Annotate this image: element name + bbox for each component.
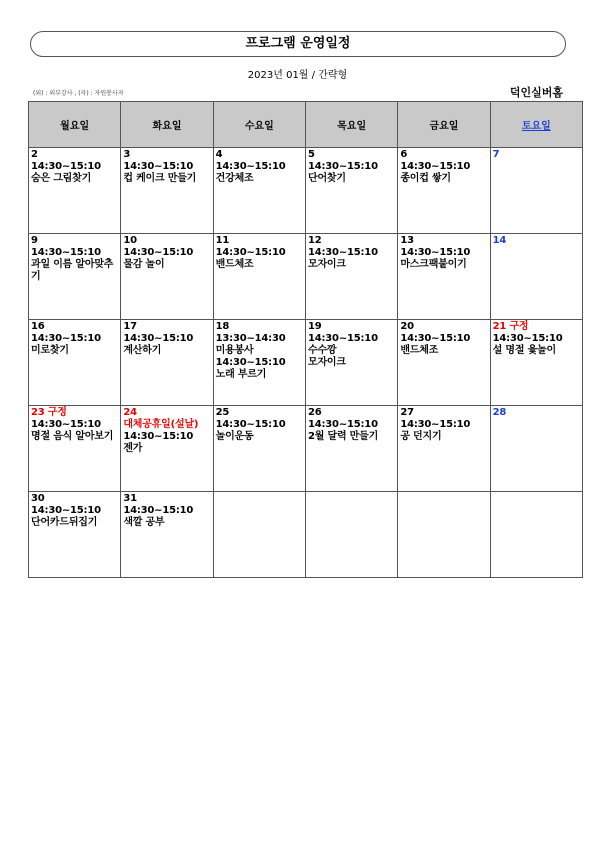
activity-label: 계산하기 <box>123 345 162 356</box>
activity-label: 미로찾기 <box>31 345 69 356</box>
week-row <box>29 492 583 578</box>
activity-label: 숨은 그림찾기 <box>31 173 92 184</box>
weekday-header: 수요일 <box>213 102 305 148</box>
day-cell <box>305 148 397 234</box>
week-row <box>29 234 583 320</box>
legend: (외) : 외부강사 , (자) : 자원봉사자 <box>33 90 124 97</box>
activity-label: 젠가 <box>123 443 143 454</box>
activity-label: 물감 놀이 <box>123 259 165 270</box>
weekday-header: 금요일 <box>398 102 490 148</box>
day-number: 20 <box>400 321 414 332</box>
time-slot: 14:30~15:10 <box>400 333 471 344</box>
day-number: 14 <box>492 235 507 246</box>
time-slot: 14:30~15:10 <box>215 161 286 172</box>
day-cell <box>490 148 582 234</box>
time-slot: 14:30~15:10 <box>123 333 194 344</box>
day-cell <box>121 320 213 406</box>
activity-label: 명절 음식 알아보기 <box>31 431 114 442</box>
activity-label: 밴드체조 <box>215 259 254 270</box>
day-cell <box>490 492 582 578</box>
day-number: 11 <box>215 235 230 246</box>
subtitle: 2023년 01월 / 간략형 <box>247 70 348 81</box>
activity-label: 밴드체조 <box>400 345 439 356</box>
schedule-table <box>28 101 583 578</box>
weekday-header-saturday[interactable]: 토요일 <box>490 102 582 148</box>
time-slot: 14:30~15:10 <box>400 247 471 258</box>
day-number: 19 <box>307 321 322 332</box>
day-number: 17 <box>123 321 137 332</box>
weekday-header-row <box>29 102 583 148</box>
weekday-header: 목요일 <box>305 102 397 148</box>
page-title: 프로그램 운영일정 <box>30 31 566 57</box>
day-cell <box>398 492 490 578</box>
day-number: 13 <box>400 235 414 246</box>
time-slot: 14:30~15:10 <box>31 247 101 258</box>
activity-label: 색깔 공부 <box>123 517 165 528</box>
day-number: 23 구정 <box>31 407 67 418</box>
day-number: 21 구정 <box>492 321 529 332</box>
day-number: 31 <box>123 493 137 504</box>
time-slot: 14:30~15:10 <box>215 247 286 258</box>
activity-label: 노래 부르기 <box>215 369 267 380</box>
time-slot: 14:30~15:10 <box>307 161 378 172</box>
day-number: 27 <box>400 407 414 418</box>
week-row <box>29 320 583 406</box>
day-cell <box>213 148 305 234</box>
day-number: 7 <box>492 149 500 160</box>
day-cell <box>121 148 213 234</box>
day-cell <box>490 406 582 492</box>
day-number: 3 <box>123 149 131 160</box>
time-slot: 14:30~15:10 <box>307 247 378 258</box>
activity-label: 단어카드뒤집기 <box>31 517 98 528</box>
day-number: 6 <box>400 149 408 160</box>
day-cell <box>398 320 490 406</box>
activity-label: 컵 케이크 만들기 <box>123 173 197 184</box>
day-cell <box>398 148 490 234</box>
center-name: 덕인실버홈 <box>509 86 563 99</box>
activity-label: 건강체조 <box>215 173 254 184</box>
week-row <box>29 148 583 234</box>
holiday-label: 대체공휴일(설날) <box>123 419 199 430</box>
day-number: 28 <box>492 407 507 418</box>
time-slot: 14:30~15:10 <box>31 505 101 516</box>
time-slot: 14:30~15:10 <box>123 247 194 258</box>
day-cell <box>29 406 121 492</box>
activity-label: 공 던지기 <box>400 431 442 442</box>
day-cell <box>213 234 305 320</box>
activity-label: 놀이운동 <box>215 431 254 442</box>
day-number: 10 <box>123 235 137 246</box>
time-slot: 14:30~15:10 <box>400 161 471 172</box>
day-cell <box>305 320 397 406</box>
day-number: 26 <box>307 407 322 418</box>
day-cell <box>490 320 582 406</box>
day-number: 5 <box>307 149 315 160</box>
time-slot: 14:30~15:10 <box>123 161 194 172</box>
weekday-header: 월요일 <box>29 102 121 148</box>
time-slot: 14:30~15:10 <box>31 419 101 430</box>
day-cell <box>121 492 213 578</box>
week-row <box>29 406 583 492</box>
time-slot: 14:30~15:10 <box>123 431 194 442</box>
activity-label: 종이컵 쌓기 <box>400 173 451 184</box>
day-cell <box>398 406 490 492</box>
time-slot: 14:30~15:10 <box>215 419 286 430</box>
time-slot: 14:30~15:10 <box>31 333 101 344</box>
day-cell <box>29 320 121 406</box>
activity-label: 설 명절 윷놀이 <box>492 345 556 356</box>
time-slot: 14:30~15:10 <box>400 419 471 430</box>
day-number: 4 <box>215 149 223 160</box>
time-slot: 14:30~15:10 <box>307 419 378 430</box>
day-cell <box>305 492 397 578</box>
activity-label: 2월 달력 만들기 <box>307 431 379 442</box>
weekday-header: 화요일 <box>121 102 213 148</box>
time-slot: 14:30~15:10 <box>492 333 563 344</box>
time-slot: 13:30~14:30 <box>215 333 286 344</box>
day-cell <box>305 234 397 320</box>
day-cell <box>29 148 121 234</box>
day-number: 16 <box>31 321 45 332</box>
day-cell <box>490 234 582 320</box>
day-cell <box>213 320 305 406</box>
activity-label: 미용봉사 <box>215 345 254 356</box>
day-cell <box>121 234 213 320</box>
time-slot: 14:30~15:10 <box>215 357 286 368</box>
activity-label: 단어찾기 <box>307 173 346 184</box>
day-cell <box>213 406 305 492</box>
day-number: 18 <box>215 321 230 332</box>
day-number: 2 <box>31 149 38 160</box>
day-cell <box>29 234 121 320</box>
time-slot: 14:30~15:10 <box>31 161 101 172</box>
activity-label: 마스크팩붙이기 <box>400 259 467 270</box>
activity-label: 모자이크 <box>307 357 346 368</box>
day-number: 25 <box>215 407 230 418</box>
activity-label: 과일 이름 알아맞추기 <box>31 259 114 282</box>
activity-label: 수수깡 <box>307 345 337 356</box>
day-number: 9 <box>31 235 38 246</box>
time-slot: 14:30~15:10 <box>123 505 194 516</box>
time-slot: 14:30~15:10 <box>307 333 378 344</box>
day-cell <box>213 492 305 578</box>
day-cell <box>305 406 397 492</box>
day-number: 12 <box>307 235 322 246</box>
day-number: 30 <box>31 493 45 504</box>
day-cell <box>29 492 121 578</box>
day-cell <box>121 406 213 492</box>
day-cell <box>398 234 490 320</box>
activity-label: 모자이크 <box>307 259 346 270</box>
day-number: 24 <box>123 407 137 418</box>
